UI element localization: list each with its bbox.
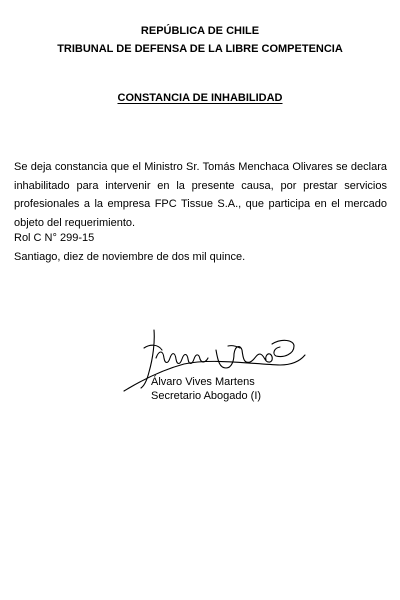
signer-position: Secretario Abogado (I) — [151, 390, 262, 402]
signer-name: Álvaro Vives Martens — [151, 376, 255, 388]
document-date: Santiago, diez de noviembre de dos mil quince. — [14, 251, 246, 263]
document-header — [0, 22, 400, 58]
signer-block — [151, 375, 261, 403]
tribunal-heading: TRIBUNAL DE DEFENSA DE LA LIBRE COMPETENCIA — [57, 43, 343, 55]
document-title — [0, 91, 400, 105]
body-paragraph: Se deja constancia que el Ministro Sr. Tomás Menchaca Olivares se declara inhabilitado para intervenir en la presente causa, por prestar servicios profesionales a la empresa FPC Tissue S.A., que participa en el mercado objeto del requerimiento. — [14, 161, 387, 229]
document-title-text: CONSTANCIA DE INHABILIDAD — [117, 92, 283, 104]
country-heading: REPÚBLICA DE CHILE — [140, 25, 260, 37]
case-number: Rol C N° 299-15 — [14, 232, 95, 244]
